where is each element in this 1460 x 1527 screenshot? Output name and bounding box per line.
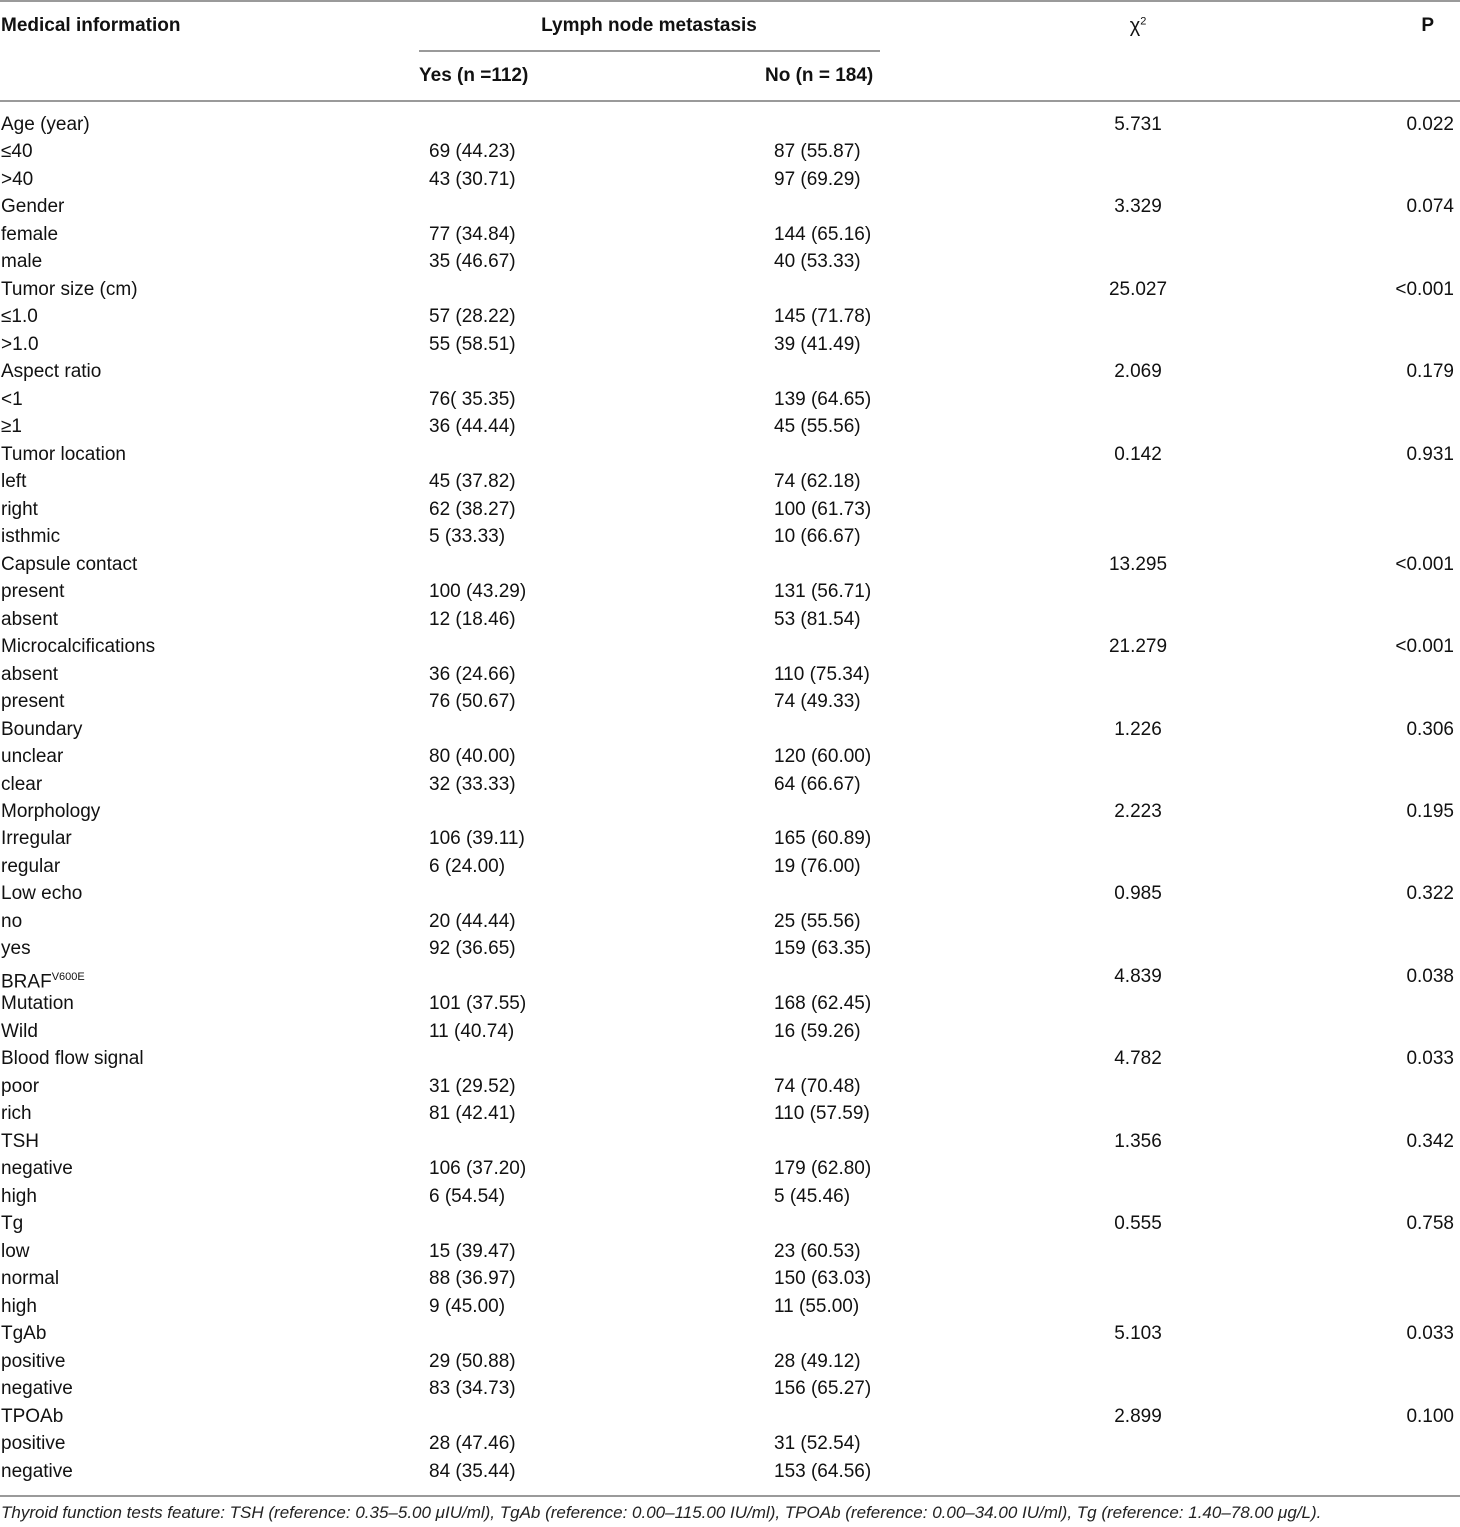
table-row <box>0 1186 1460 1214</box>
no-value: 53 (81.54) <box>774 608 861 630</box>
row-label: Morphology <box>1 801 101 822</box>
row-label: Irregular <box>1 828 72 850</box>
p-value: <0.001 <box>1395 636 1454 658</box>
row-label: clear <box>1 773 43 795</box>
no-value: 39 (41.49) <box>774 333 861 355</box>
p-value: 0.033 <box>1406 1048 1454 1070</box>
p-value: 0.758 <box>1406 1213 1454 1235</box>
no-value: 87 (55.87) <box>774 141 861 163</box>
yes-value: 84 (35.44) <box>429 1460 516 1482</box>
no-value: 150 (63.03) <box>774 1268 872 1290</box>
yes-value: 57 (28.22) <box>429 306 516 328</box>
table-row <box>0 1461 1460 1489</box>
yes-value: 88 (36.97) <box>429 1268 516 1290</box>
no-value: 156 (65.27) <box>774 1378 872 1400</box>
table-row <box>0 224 1460 252</box>
p-value: 0.033 <box>1406 1323 1454 1345</box>
table-row <box>0 1103 1460 1131</box>
no-value: 19 (76.00) <box>774 855 861 877</box>
row-label: high <box>1 1295 37 1317</box>
table-row <box>0 581 1460 609</box>
row-label: low <box>1 1240 30 1262</box>
no-value: 74 (62.18) <box>774 471 861 493</box>
header-medical-information: Medical information <box>1 15 181 36</box>
p-value: <0.001 <box>1395 553 1454 575</box>
header-yes: Yes (n =112) <box>419 65 529 86</box>
yes-value: 5 (33.33) <box>429 526 506 548</box>
header-bottom-rule <box>0 100 1460 102</box>
table-row <box>0 1158 1460 1186</box>
row-label: TSH <box>1 1130 39 1152</box>
row-label: negative <box>1 1158 73 1180</box>
row-label: yes <box>1 938 31 960</box>
table-row <box>0 114 1460 142</box>
chi-superscript: 2 <box>1140 15 1147 28</box>
yes-value: 29 (50.88) <box>429 1350 516 1372</box>
yes-value: 77 (34.84) <box>429 223 516 245</box>
row-label: unclear <box>1 746 64 768</box>
row-label: normal <box>1 1268 60 1290</box>
row-label: poor <box>1 1075 40 1097</box>
chi-square-value: 2.223 <box>1114 801 1162 822</box>
top-rule <box>0 0 1460 2</box>
no-value: 110 (75.34) <box>774 663 870 685</box>
row-label: absent <box>1 608 59 630</box>
yes-value: 81 (42.41) <box>429 1103 516 1125</box>
yes-value: 12 (18.46) <box>429 608 516 630</box>
yes-value: 80 (40.00) <box>429 746 516 768</box>
yes-value: 28 (47.46) <box>429 1433 516 1455</box>
row-label: ≥1 <box>1 416 22 438</box>
no-value: 28 (49.12) <box>774 1350 861 1372</box>
no-value: 45 (55.56) <box>774 416 861 438</box>
chi-square-value: 4.782 <box>1114 1048 1162 1070</box>
no-value: 120 (60.00) <box>774 746 872 768</box>
table-row <box>0 966 1460 994</box>
yes-value: 11 (40.74) <box>429 1020 515 1042</box>
row-label: positive <box>1 1433 66 1455</box>
bottom-rule <box>0 1495 1460 1497</box>
row-label: present <box>1 581 65 603</box>
row-label: left <box>1 471 27 493</box>
yes-value: 62 (38.27) <box>429 498 516 520</box>
table-row <box>0 1076 1460 1104</box>
table-row <box>0 993 1460 1021</box>
no-value: 10 (66.67) <box>774 526 861 548</box>
p-value: 0.342 <box>1406 1130 1454 1152</box>
row-label: Low echo <box>1 883 83 905</box>
yes-value: 76( 35.35) <box>429 388 516 410</box>
row-label: rich <box>1 1103 32 1125</box>
no-value: 100 (61.73) <box>774 498 872 520</box>
chi-square-value: 2.069 <box>1114 361 1162 383</box>
row-label: high <box>1 1185 37 1207</box>
yes-value: 83 (34.73) <box>429 1378 516 1400</box>
no-value: 145 (71.78) <box>774 306 872 328</box>
no-value: 131 (56.71) <box>774 581 872 603</box>
chi-square-value: 1.356 <box>1114 1130 1162 1152</box>
row-label: positive <box>1 1350 66 1372</box>
no-value: 23 (60.53) <box>774 1240 861 1262</box>
chi-symbol: χ <box>1129 15 1141 37</box>
p-value: 0.022 <box>1406 114 1454 135</box>
no-value: 40 (53.33) <box>774 251 861 273</box>
no-value: 5 (45.46) <box>774 1185 851 1207</box>
table-row <box>0 856 1460 884</box>
p-value: 0.322 <box>1406 883 1454 905</box>
yes-value: 36 (24.66) <box>429 663 516 685</box>
row-label: Wild <box>1 1020 38 1042</box>
p-value: 0.931 <box>1406 443 1454 465</box>
chi-square-value: 5.103 <box>1114 1323 1162 1345</box>
yes-value: 69 (44.23) <box>429 141 516 163</box>
row-label: Tumor size (cm) <box>1 278 138 300</box>
chi-square-value: 5.731 <box>1114 114 1162 135</box>
header-chi-square <box>1130 15 1147 38</box>
yes-value: 45 (37.82) <box>429 471 516 493</box>
no-value: 139 (64.65) <box>774 388 872 410</box>
table-row <box>0 1213 1460 1241</box>
no-value: 31 (52.54) <box>774 1433 861 1455</box>
table-row <box>0 279 1460 307</box>
yes-value: 76 (50.67) <box>429 691 516 713</box>
header-group-rule <box>419 50 880 52</box>
label-superscript: V600E <box>51 970 85 983</box>
table-row <box>0 883 1460 911</box>
yes-value: 6 (54.54) <box>429 1185 506 1207</box>
row-label: negative <box>1 1378 73 1400</box>
table-row <box>0 1296 1460 1324</box>
row-label: right <box>1 498 38 520</box>
p-value: 0.074 <box>1406 196 1454 218</box>
yes-value: 106 (37.20) <box>429 1158 527 1180</box>
table-row <box>0 499 1460 527</box>
chi-square-value: 2.899 <box>1114 1405 1162 1427</box>
no-value: 165 (60.89) <box>774 828 872 850</box>
yes-value: 92 (36.65) <box>429 938 516 960</box>
yes-value: 106 (39.11) <box>429 828 525 850</box>
row-label: female <box>1 223 59 245</box>
header-no: No (n = 184) <box>765 65 874 86</box>
yes-value: 100 (43.29) <box>429 581 527 603</box>
table-row <box>0 141 1460 169</box>
no-value: 97 (69.29) <box>774 168 861 190</box>
row-label: ≤40 <box>1 141 33 163</box>
table-row <box>0 664 1460 692</box>
row-label: >1.0 <box>1 333 39 355</box>
table-row <box>0 636 1460 664</box>
table-row <box>0 554 1460 582</box>
no-value: 153 (64.56) <box>774 1460 872 1482</box>
row-label: Capsule contact <box>1 553 138 575</box>
row-label: regular <box>1 855 61 877</box>
table-row <box>0 1131 1460 1159</box>
chi-square-value: 1.226 <box>1114 718 1162 740</box>
table-row <box>0 389 1460 417</box>
chi-square-value: 25.027 <box>1108 278 1168 300</box>
row-label: present <box>1 691 65 713</box>
table-row <box>0 334 1460 362</box>
p-value: 0.195 <box>1406 801 1454 822</box>
table-row <box>0 471 1460 499</box>
p-value: 0.038 <box>1406 965 1454 987</box>
table-row <box>0 774 1460 802</box>
no-value: 74 (70.48) <box>774 1075 861 1097</box>
chi-square-value: 0.555 <box>1114 1213 1162 1235</box>
row-label: negative <box>1 1460 73 1482</box>
table-row <box>0 746 1460 774</box>
table-row <box>0 911 1460 939</box>
row-label: Age (year) <box>1 114 90 135</box>
row-label: no <box>1 910 23 932</box>
no-value: 16 (59.26) <box>774 1020 861 1042</box>
row-label: TgAb <box>1 1323 47 1345</box>
no-value: 168 (62.45) <box>774 993 872 1015</box>
table-row <box>0 1048 1460 1076</box>
p-value: <0.001 <box>1395 278 1454 300</box>
no-value: 64 (66.67) <box>774 773 861 795</box>
row-label: <1 <box>1 388 23 410</box>
row-label: Gender <box>1 196 65 218</box>
table-row <box>0 416 1460 444</box>
yes-value: 15 (39.47) <box>429 1240 516 1262</box>
table-row <box>0 306 1460 334</box>
table-row <box>0 801 1460 829</box>
row-label: >40 <box>1 168 34 190</box>
table-row <box>0 1268 1460 1296</box>
no-value: 144 (65.16) <box>774 223 872 245</box>
table-row <box>0 361 1460 389</box>
yes-value: 101 (37.55) <box>429 993 527 1015</box>
no-value: 11 (55.00) <box>774 1295 860 1317</box>
row-label: Tg <box>1 1213 24 1235</box>
table-row <box>0 169 1460 197</box>
row-label: Blood flow signal <box>1 1048 144 1070</box>
row-label: $BRAF^{V600E}$ <box>1 970 85 993</box>
chi-square-value: 0.142 <box>1114 443 1162 465</box>
table-row <box>0 1378 1460 1406</box>
p-value: 0.179 <box>1406 361 1454 383</box>
table-row <box>0 828 1460 856</box>
table-row <box>0 938 1460 966</box>
no-value: 25 (55.56) <box>774 910 861 932</box>
row-label: Aspect ratio <box>1 361 102 383</box>
table-row <box>0 1021 1460 1049</box>
table-row <box>0 1406 1460 1434</box>
table-row <box>0 1351 1460 1379</box>
table-row <box>0 1433 1460 1461</box>
chi-square-value: 21.279 <box>1108 636 1168 658</box>
no-value: 179 (62.80) <box>774 1158 872 1180</box>
header-lymph-node-metastasis: Lymph node metastasis <box>541 15 757 36</box>
p-value: 0.306 <box>1406 718 1454 740</box>
table-row <box>0 1241 1460 1269</box>
p-value: 0.100 <box>1406 1405 1454 1427</box>
row-label: isthmic <box>1 526 61 548</box>
table-row <box>0 196 1460 224</box>
row-label: male <box>1 251 43 273</box>
table-row <box>0 719 1460 747</box>
yes-value: 35 (46.67) <box>429 251 516 273</box>
chi-square-value: 3.329 <box>1114 196 1162 218</box>
no-value: 74 (49.33) <box>774 691 861 713</box>
header-p: P <box>1421 15 1434 36</box>
yes-value: 36 (44.44) <box>429 416 516 438</box>
table-row <box>0 1323 1460 1351</box>
row-label: absent <box>1 663 59 685</box>
row-label: Boundary <box>1 718 83 740</box>
table-row <box>0 526 1460 554</box>
chi-square-value: 0.985 <box>1114 883 1162 905</box>
table-footnote: Thyroid function tests feature: TSH (reference: 0.35–5.00 μIU/ml), TgAb (reference: 0.00–115.00 IU/ml), TPOAb (reference: 0.00–34.00 IU/ml), Tg (reference: 1.40–78.00 μg/L). <box>1 1503 1322 1522</box>
yes-value: 31 (29.52) <box>429 1075 516 1097</box>
table-row <box>0 444 1460 472</box>
yes-value: 20 (44.44) <box>429 910 516 932</box>
chi-square-value: 4.839 <box>1114 965 1162 987</box>
no-value: 110 (57.59) <box>774 1103 870 1125</box>
yes-value: 55 (58.51) <box>429 333 516 355</box>
yes-value: 32 (33.33) <box>429 773 516 795</box>
row-label: TPOAb <box>1 1405 64 1427</box>
no-value: 159 (63.35) <box>774 938 872 960</box>
yes-value: 43 (30.71) <box>429 168 516 190</box>
chi-square-value: 13.295 <box>1108 553 1168 575</box>
table-row <box>0 691 1460 719</box>
row-label: ≤1.0 <box>1 306 38 328</box>
row-label: Mutation <box>1 993 74 1015</box>
table-row <box>0 609 1460 637</box>
row-label: Microcalcifications <box>1 636 156 658</box>
yes-value: 6 (24.00) <box>429 855 506 877</box>
yes-value: 9 (45.00) <box>429 1295 506 1317</box>
row-label: Tumor location <box>1 443 126 465</box>
table-row <box>0 251 1460 279</box>
